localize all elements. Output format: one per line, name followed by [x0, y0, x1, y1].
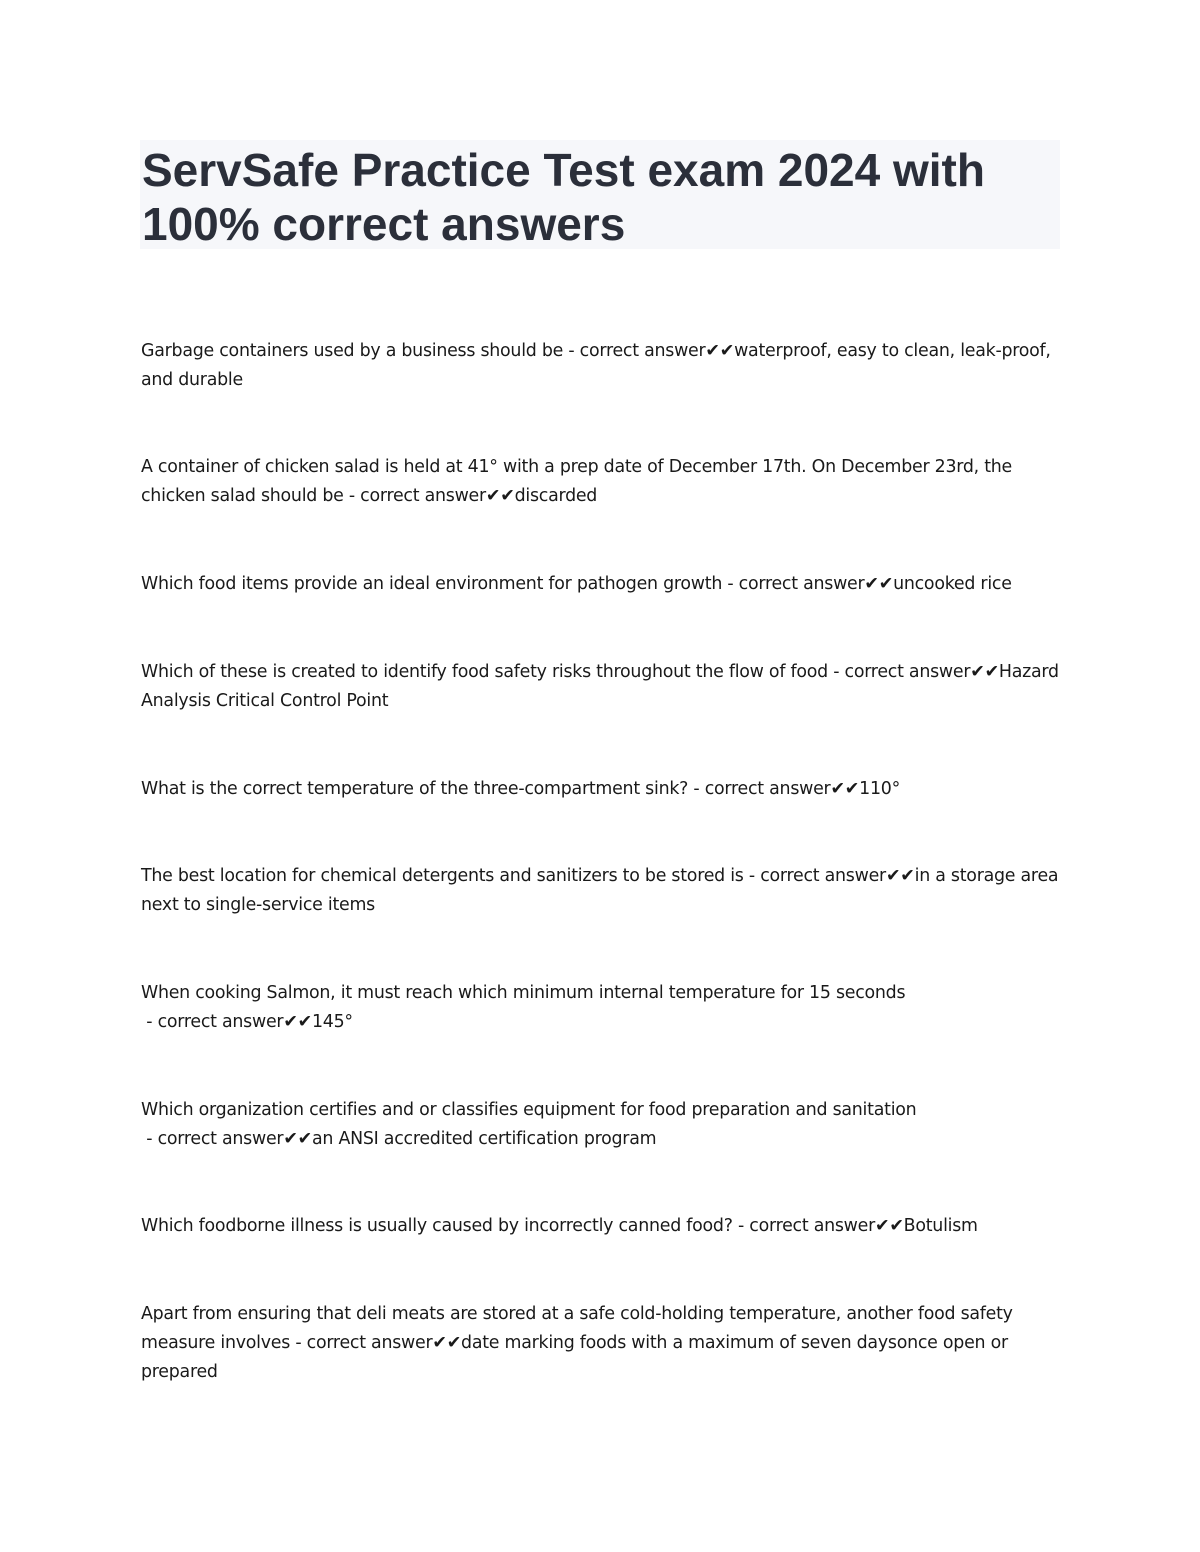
title-block: [140, 140, 1060, 249]
question-text: Garbage containers used by a business should be: [141, 341, 564, 361]
qa-item: [141, 862, 1061, 920]
page-title: ServSafe Practice Test exam 2024 with 100% correct answers: [142, 144, 985, 250]
answer-separator: - correct answer: [743, 866, 886, 886]
answer-separator: - correct answer: [563, 341, 706, 361]
answer-text: Hazard Analysis Critical Control Point: [141, 662, 1059, 711]
qa-item: [141, 979, 1061, 1037]
answer-separator: - correct answer: [290, 1333, 433, 1353]
qa-item: [141, 453, 1061, 511]
check-marks: ✔✔: [864, 574, 894, 594]
check-marks: ✔✔: [283, 1012, 312, 1032]
answer-text: uncooked rice: [893, 574, 1012, 594]
check-marks: ✔✔: [885, 866, 915, 886]
question-text: What is the correct temperature of the three-compartment sink?: [141, 779, 689, 799]
answer-separator: - correct answer: [827, 662, 971, 682]
qa-item: [141, 1096, 1061, 1154]
question-text: When cooking Salmon, it must reach which minimum internal temperature for 15 seconds: [141, 983, 906, 1003]
answer-separator: - correct answer: [141, 1012, 284, 1032]
check-marks: ✔✔: [875, 1216, 904, 1236]
answer-text: an ANSI accredited certification program: [311, 1129, 657, 1149]
question-text: The best location for chemical detergents and sanitizers to be stored is: [141, 866, 744, 886]
qa-item: [141, 775, 1061, 804]
check-marks: ✔✔: [283, 1129, 312, 1149]
question-text: Apart from ensuring that deli meats are stored at a safe cold-holding temperature, another food safety measure involves: [141, 1304, 1013, 1353]
question-text: Which food items provide an ideal environment for pathogen growth: [141, 574, 723, 594]
question-text: Which foodborne illness is usually caused by incorrectly canned food?: [141, 1216, 733, 1236]
qa-item: [141, 570, 1061, 599]
answer-text: 110°: [859, 779, 901, 799]
qa-item: [141, 658, 1061, 716]
answer-text: Botulism: [903, 1216, 978, 1236]
check-marks: ✔✔: [970, 662, 999, 682]
qa-item: [141, 1212, 1061, 1241]
answer-separator: - correct answer: [343, 486, 486, 506]
answer-text: waterproof, easy to clean, leak-proof, and durable: [141, 341, 1051, 390]
question-text: Which of these is created to identify food safety risks throughout the flow of food: [141, 662, 828, 682]
answer-separator: - correct answer: [141, 1129, 284, 1149]
question-text: Which organization certifies and or classifies equipment for food preparation and sanitation: [141, 1100, 917, 1120]
answer-separator: - correct answer: [688, 779, 831, 799]
check-marks: ✔✔: [432, 1333, 462, 1353]
check-marks: ✔✔: [705, 341, 735, 361]
qa-item: [141, 337, 1061, 395]
check-marks: ✔✔: [485, 486, 515, 506]
check-marks: ✔✔: [830, 779, 860, 799]
answer-text: date marking foods with a maximum of seven daysonce open or prepared: [141, 1333, 1008, 1382]
answer-separator: - correct answer: [732, 1216, 876, 1236]
answer-text: discarded: [514, 486, 598, 506]
answer-text: in a storage area next to single-service items: [141, 866, 1059, 915]
answer-text: 145°: [311, 1012, 353, 1032]
answer-separator: - correct answer: [722, 574, 865, 594]
question-text: A container of chicken salad is held at 41° with a prep date of December 17th. On December 23rd, the chicken salad should be: [141, 457, 1012, 506]
qa-item: [141, 1300, 1061, 1387]
